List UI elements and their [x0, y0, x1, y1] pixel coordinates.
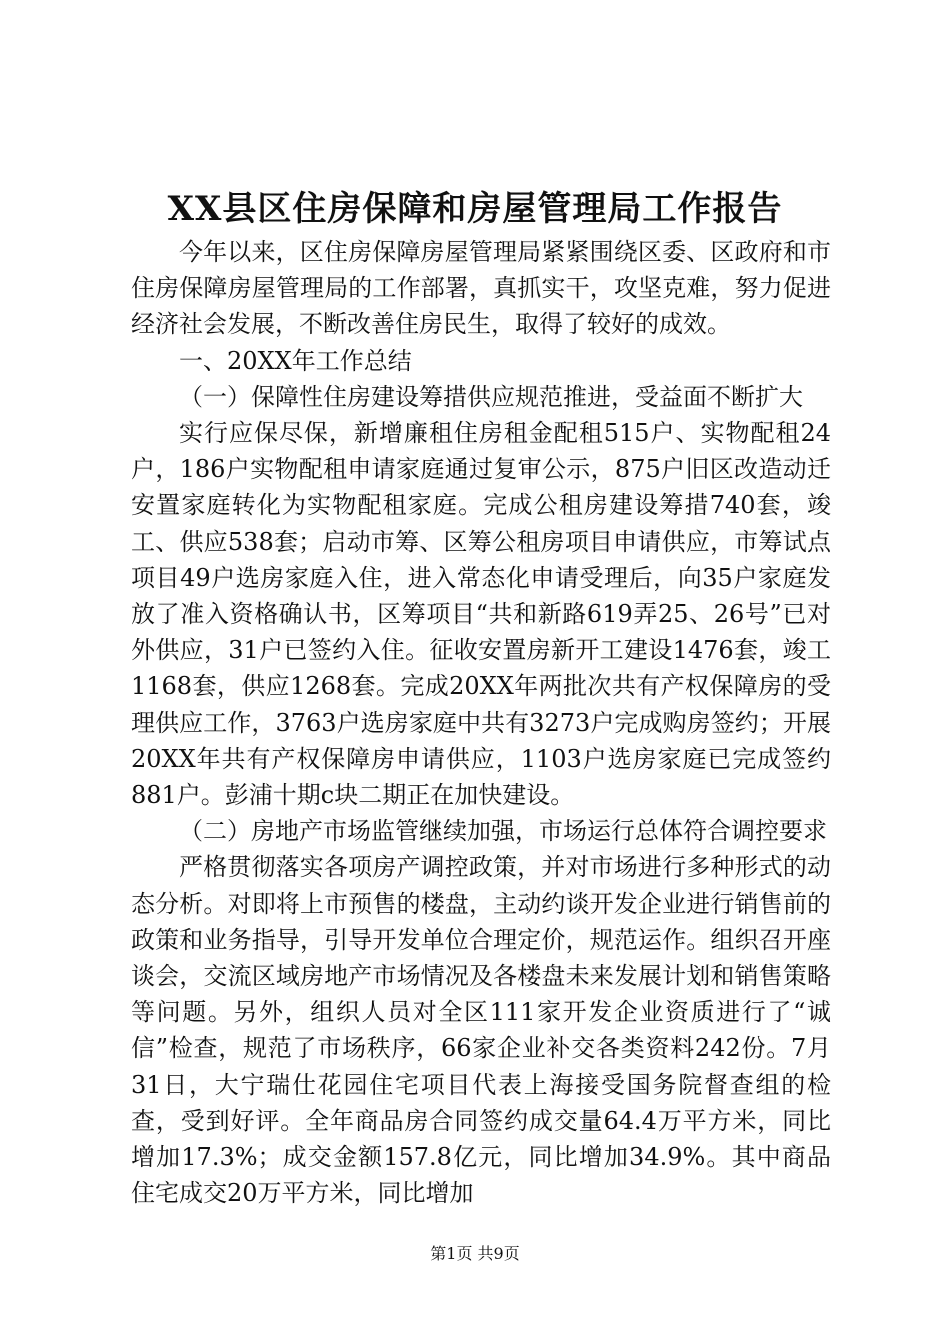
body-paragraph-2: 严格贯彻落实各项房产调控政策，并对市场进行多种形式的动态分析。对即将上市预售的楼盘，主动约谈开发企业进行销售前的政策和业务指导，引导开发单位合理定价，规范运作。组织召开座谈会，交流区域房地产市场情况及各楼盘未来发展计划和销售策略等问题。另外，组织人员对全区111家开发企业资质进行了“诚信”检查，规范了市场秩序，66家企业补交各类资料242份。7月31日，大宁瑞仕花园住宅项目代表上海接受国务院督查组的检查，受到好评。全年商品房合同签约成交量64.4万平方米，同比增加17.3%；成交金额157.8亿元，同比增加34.9%。其中商品住宅成交20万平方米，同比增加 [131, 853, 831, 1208]
intro-paragraph: 今年以来，区住房保障房屋管理局紧紧围绕区委、区政府和市住房保障房屋管理局的工作部署，真抓实干，攻坚克难，努力促进经济社会发展，不断改善住房民生，取得了较好的成效。 [131, 238, 831, 339]
body-paragraph-1: 实行应保尽保，新增廉租住房租金配租515户、实物配租24户，186户实物配租申请家庭通过复审公示，875户旧区改造动迁安置家庭转化为实物配租家庭。完成公租房建设筹措740套，竣工、供应538套；启动市筹、区筹公租房项目申请供应，市筹试点项目49户选房家庭入住，进入常态化申请受理后，向35户家庭发放了准入资格确认书，区筹项目“共和新路619弄25、26号”已对外供应，31户已签约入住。征收安置房新开工建设1476套，竣工1168套，供应1268套。完成20XX年两批次共有产权保障房的受理供应工作，3763户选房家庭中共有3273户完成购房签约；开展20XX年共有产权保障房申请供应，1103户选房家庭已完成签约881户。彭浦十期c块二期正在加快建设。 [131, 419, 831, 810]
subsection-heading-2: （二）房地产市场监管继续加强，市场运行总体符合调控要求 [179, 817, 827, 846]
subsection-heading-1: （一）保障性住房建设筹措供应规范推进，受益面不断扩大 [179, 382, 803, 411]
document-body [131, 234, 831, 1211]
page-footer: 第1页 共9页 [430, 1244, 520, 1263]
document-title: XX县区住房保障和房屋管理局工作报告 [167, 189, 783, 229]
section-heading-1: 一、20XX年工作总结 [179, 346, 412, 375]
